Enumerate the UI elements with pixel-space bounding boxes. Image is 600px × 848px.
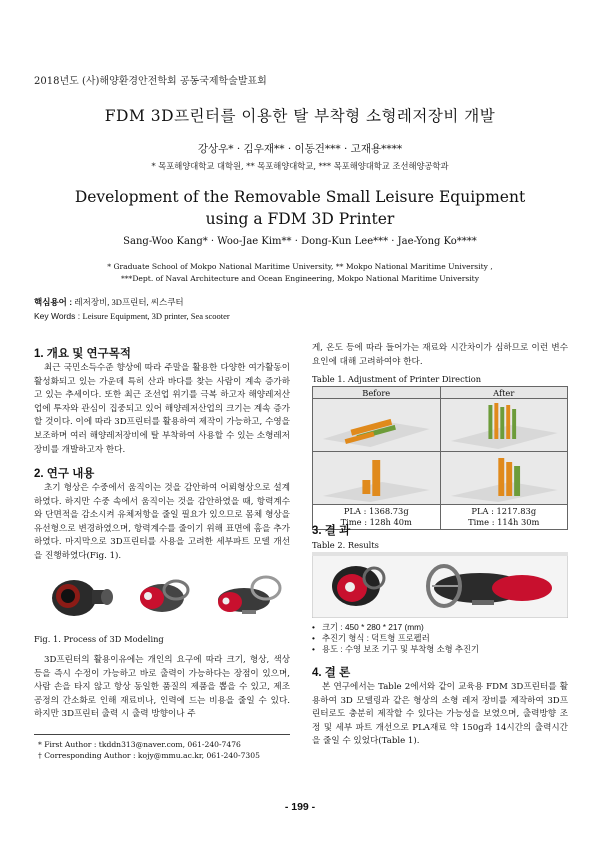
footnotes [34, 734, 290, 761]
table1-before-time: Time : 128h 40m [340, 517, 412, 527]
section1-body [34, 362, 290, 457]
section1-text: 최근 국민소득수준 향상에 따라 주말을 활용한 다양한 여가활동이 활성화되고 있는 가운데 특히 산과 바다를 찾는 사람이 계속 증가하고 있는 추세이다. 또한 최근 조선업 위기를 극복 하고자 해양레저산업에 투자와 관심이 집중되고 있어 해양레저산업의 크기는 계속 증가할 것이다. 이에 따라 3D프린터를 활용하여 제작이 가능하고, 수영을 보조하며 여러 해양레저장비에 탈 부착하여 사용할 수 있는 소형레저장비를 개발하고자 한다. [34, 363, 290, 455]
figure1-caption: Fig. 1. Process of 3D Modeling [34, 634, 164, 644]
right-column-continuation [312, 342, 568, 369]
english-title-line2: using a FDM 3D Printer [205, 210, 395, 228]
keywords-korean [34, 296, 184, 308]
section2-text: 초기 형상은 수중에서 움직이는 것을 감안하여 어뢰형상으로 설계하였다. 하지만 수중 속에서 움직이는 것을 감안하였을 때, 항력계수와 단면적을 감소시켜 유체저항을 줄일 필요가 있으므로 몸체 형상을 유선형으로 변경하였으며, 항력계수를 줄이기 위해 표면에 홈을 추가하였다. 마지막으로 3D프린터를 사용을 고려한 세부파트 모델 개선을 진행하였다(Fig. 1). [34, 483, 290, 561]
result-usage: • 용도 : 수영 보조 기구 및 부착형 소형 추진기 [312, 644, 479, 655]
english-affiliation-line1: * Graduate School of Mokpo National Maritime University, ** Mokpo National Maritime University , [107, 262, 493, 271]
table1-after-pla: PLA : 1217.83g [471, 506, 537, 516]
table1-after-flat-image [440, 399, 568, 452]
table1-header-after: After [440, 387, 568, 399]
section4-text: 본 연구에서는 Table 2에서와 같이 교육용 FDM 3D프린터를 활용하여 3D 모델링과 같은 형상의 소형 레저 장비를 제작하여 3D프린터로도 충분히 제작할 수 있다는 가능성을 보였으며, 출력방향 조정 및 세부 파트 개선으로 PLA재료 약 150g과 14시간의 출력시간을 줄일 수 있었다(Table 1). [312, 682, 568, 747]
english-affiliation [0, 261, 600, 285]
model-initial-icon [52, 580, 113, 616]
table1-caption: Table 1. Adjustment of Printer Direction [312, 374, 482, 384]
right-column-text: 게, 온도 등에 따라 들어가는 재료와 시간차이가 심하므로 이런 변수요인에 대해 고려하여야 한다. [312, 343, 568, 367]
english-affiliation-line2: ***Dept. of Naval Architecture and Ocean Engineering, Mokpo National Maritime University [120, 274, 480, 283]
footnote-corresponding-author: † Corresponding Author : kojy@mmu.ac.kr, 061-240-7305 [38, 751, 260, 760]
table1-header-before: Before [313, 387, 441, 399]
table1-before-pla: PLA : 1368.73g [343, 506, 409, 516]
table2-results-image [312, 552, 568, 618]
section3-heading: 3. 결 과 [312, 525, 351, 537]
results-spec-list [312, 622, 479, 655]
footnote-first-author: * First Author : tkddn313@naver.com, 061-240-7476 [38, 740, 241, 749]
english-title-line1: Development of the Removable Small Leisure Equipment [74, 188, 526, 206]
korean-title: FDM 3D프린터를 이용한 탈 부착형 소형레저장비 개발 [104, 107, 496, 125]
korean-affiliation: * 목포해양대학교 대학원, ** 목포해양대학교, *** 목포해양대학교 조선해양공학과 [151, 161, 449, 171]
keywords-korean-label: 핵심용어 : [34, 297, 73, 307]
english-title [0, 186, 600, 230]
keywords-english-label: Key Words : [34, 311, 81, 321]
section1-heading: 1. 개요 및 연구목적 [34, 348, 131, 360]
table2-caption: Table 2. Results [312, 540, 379, 550]
table1-after-stats [440, 505, 568, 530]
section2-text2: 3D프린터의 활용이유에는 개인의 요구에 따라 크기, 형상, 색상 등을 즉시 수정이 가능하고 바로 출력이 가능하다는 장점이 있으며, 사람 손을 타지 않고 항상 동일한 품질의 제품을 뽑을 수 있고, 제조 공정의 간소화로 인해 재료비나, 인력에 드는 비용을 줄일 수 있다. 하지만 3D프린터 출력 시 출력 방향이나 주 [34, 655, 290, 720]
section2-body [34, 482, 290, 564]
keywords-english-values: Leisure Equipment, 3D printer, Sea scooter [82, 311, 230, 321]
section2-body-continued [34, 654, 290, 722]
section4-body [312, 681, 568, 749]
result-propulsion-type: • 추진기 형식 : 덕트형 프로펠러 [312, 633, 479, 644]
table1-after-time: Time : 114h 30m [468, 517, 540, 527]
table1-before-upright-image [313, 452, 441, 505]
keywords-korean-values: 레저장비, 3D프린터, 씨스쿠터 [74, 297, 184, 307]
table1-before-flat-image [313, 399, 441, 452]
conference-header: 2018년도 (사)해양환경안전학회 공동국제학술발표회 [34, 76, 267, 87]
korean-authors: 강상우* · 김우재** · 이동건*** · 고재용**** [197, 143, 403, 155]
table1-after-upright-image [440, 452, 568, 505]
section4-heading: 4. 결 론 [312, 667, 351, 679]
section2-heading: 2. 연구 내용 [34, 468, 95, 480]
table1-printer-direction [312, 386, 568, 530]
keywords-english [34, 311, 230, 321]
page-number: - 199 - [284, 801, 316, 813]
result-size: • 크기 : 450 * 280 * 217 (mm) [312, 622, 479, 633]
figure1-modeling-process [44, 568, 290, 622]
model-final-icon [218, 577, 280, 614]
english-authors: Sang-Woo Kang* · Woo-Jae Kim** · Dong-Kun Lee*** · Jae-Yong Ko**** [123, 236, 477, 247]
model-streamlined-icon [140, 581, 188, 612]
